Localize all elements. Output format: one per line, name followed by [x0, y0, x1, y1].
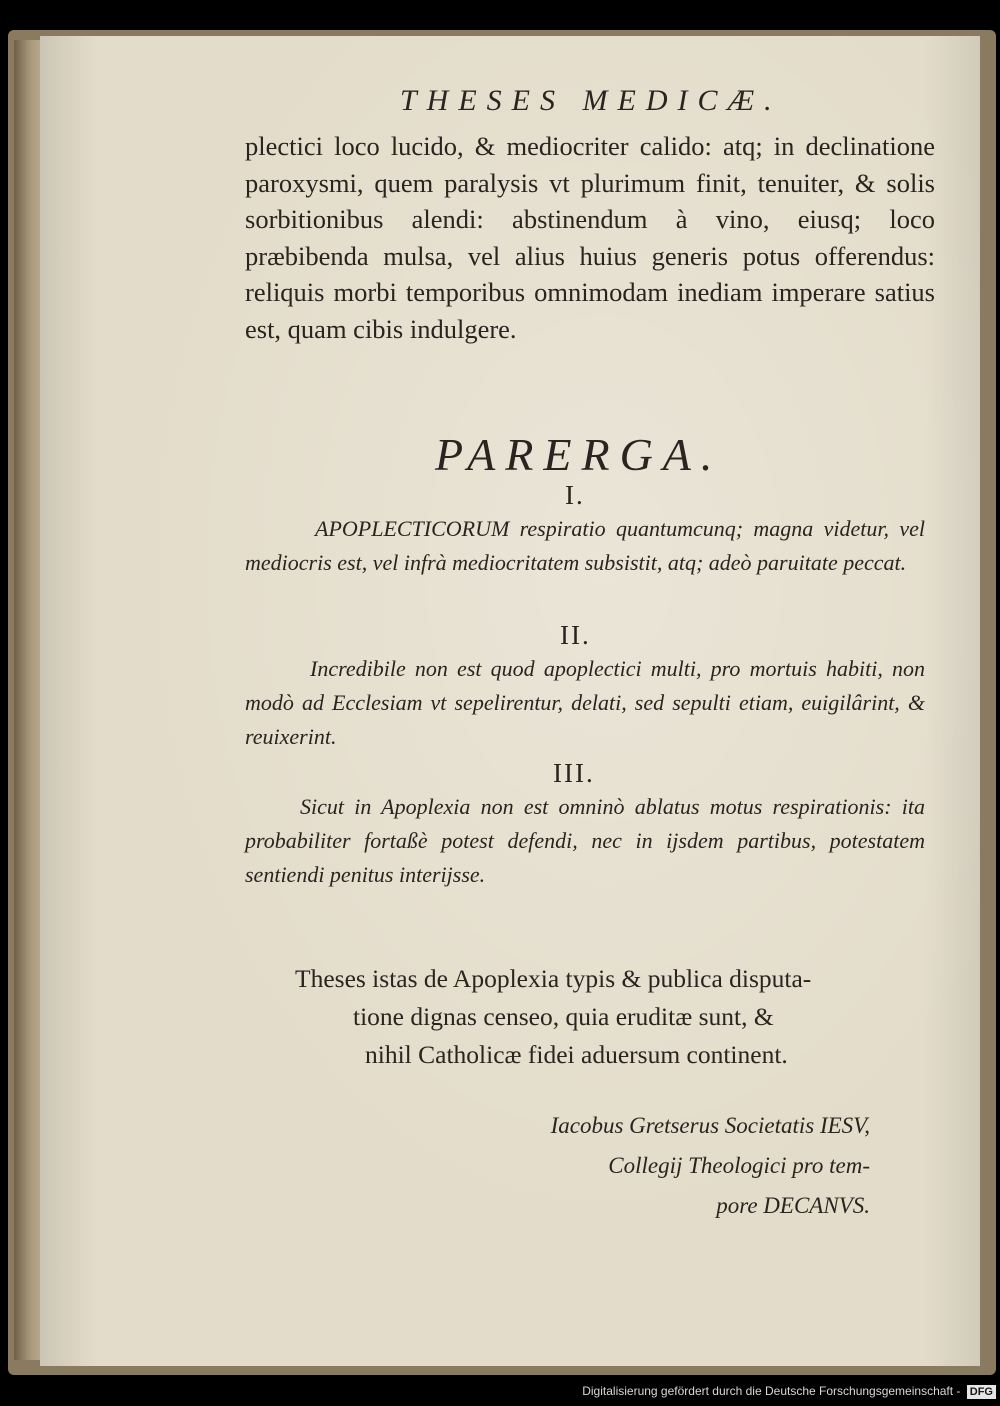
approval-statement [295, 960, 935, 1074]
thesis-text: APOPLECTICORUM respiratio quantumcunq; magna videtur, vel mediocris est, vel infrà mediocritatem subsistit, atq; adeò paruitate peccat. [245, 516, 925, 575]
credit-text: Digitalisierung gefördert durch die Deutsche Forschungsgemeinschaft - [582, 1384, 961, 1398]
body-paragraph: plectici loco lucido, & mediocriter calido: atq; in declinatione paroxysmi, quem paralysis vt plurimum finit, tenuiter, & solis sorbitionibus alendi: abstinendum à vino, eiusq; loco præbibenda mulsa, vel alius huius generis potus offerendus: reliquis morbi temporibus omnimodam inediam imperare satius est, quam cibis indulgere. [245, 131, 935, 344]
signature-block [410, 1106, 870, 1226]
approval-line: Theses istas de Apoplexia typis & publica disputa- [295, 964, 812, 993]
thesis-text: Sicut in Apoplexia non est omninò ablatus motus respirationis: ita probabiliter fortaßè potest defendi, nec in ijsdem partibus, potestatem sentiendi penitus interijsse. [245, 794, 925, 887]
section-title: PARERGA. [435, 429, 723, 480]
body-text [245, 128, 935, 347]
thesis-numeral: III. [553, 758, 595, 788]
dfg-logo: DFG [967, 1385, 996, 1399]
running-head: THESES MEDICÆ. [400, 84, 782, 117]
approval-line: nihil Catholicæ fidei aduersum continent. [365, 1040, 788, 1069]
thesis-text: Incredibile non est quod apoplectici multi, pro mortuis habiti, non modò ad Ecclesiam vt sepelirentur, delati, sed sepulti etiam, euigilârint, & reuixerint. [245, 656, 925, 749]
document-page [40, 36, 980, 1366]
thesis-numeral: II. [560, 620, 591, 650]
signature-line: Iacobus Gretserus Societatis IESV, [550, 1113, 870, 1138]
digitization-credit [0, 1384, 996, 1399]
signature-line: pore DECANVS. [716, 1193, 870, 1218]
signature-line: Collegij Theologici pro tem- [608, 1153, 870, 1178]
approval-line: tione dignas censeo, quia eruditæ sunt, & [353, 1002, 774, 1031]
thesis-numeral: I. [565, 480, 585, 510]
